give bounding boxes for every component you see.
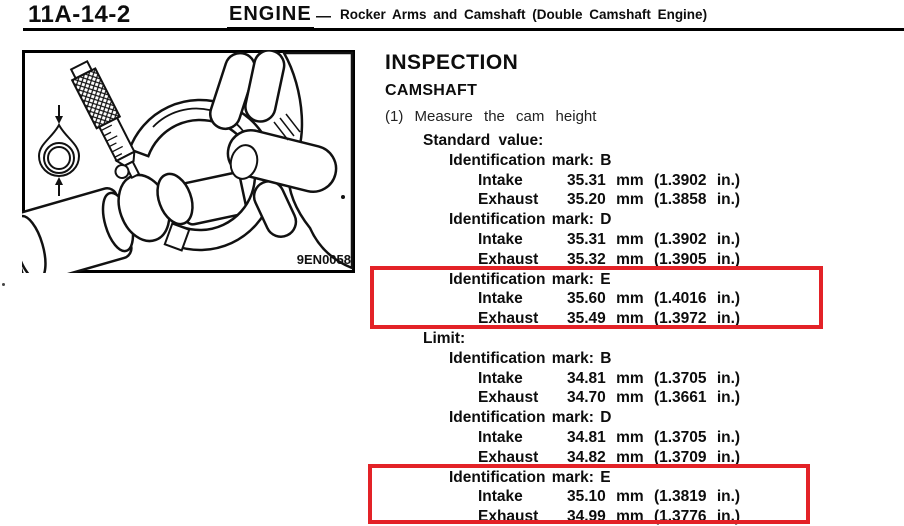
section-title: ENGINE: [227, 3, 314, 30]
row-name: Intake: [478, 488, 523, 506]
mark-label-limit-d: Identification mark: D: [449, 409, 612, 427]
spec-row: [385, 487, 904, 507]
spec-row: [385, 369, 904, 389]
row-value: 35.20 mm (1.3858 in.): [567, 191, 741, 209]
spec-row: [385, 388, 904, 408]
row-name: Exhaust: [478, 448, 539, 466]
spec-row: [385, 309, 904, 329]
row-value: 34.82 mm (1.3709 in.): [567, 448, 741, 466]
camshaft-subtitle: CAMSHAFT: [385, 82, 478, 99]
row-name: Exhaust: [478, 250, 539, 268]
inspection-title: INSPECTION: [385, 51, 519, 74]
row-name: Intake: [478, 230, 523, 248]
spec-row: [385, 171, 904, 191]
row-name: Intake: [478, 290, 523, 308]
row-name: Intake: [478, 369, 523, 387]
mark-label-standard-b: Identification mark: B: [449, 151, 612, 169]
figure-code: 9EN0058: [296, 252, 351, 267]
row-value: 34.81 mm (1.3705 in.): [567, 369, 741, 387]
header-separator: —: [316, 8, 331, 25]
spec-row: [385, 448, 904, 468]
row-name: Exhaust: [478, 191, 539, 209]
header-rule: [23, 28, 904, 31]
page-code: 11A-14-2: [28, 1, 131, 28]
spec-row: [385, 230, 904, 250]
spec-group-heading-limit: Limit:: [423, 329, 466, 347]
spec-row: [385, 250, 904, 270]
figure-speck: [341, 195, 345, 199]
spec-row: [385, 190, 904, 210]
row-value: 34.99 mm (1.3776 in.): [567, 508, 741, 526]
row-value: 35.10 mm (1.3819 in.): [567, 488, 741, 506]
mark-label-standard-e: Identification mark: E: [449, 270, 611, 288]
row-name: Intake: [478, 428, 523, 446]
row-name: Exhaust: [478, 389, 539, 407]
cam-measurement-illustration: [22, 50, 355, 273]
step-instruction: (1) Measure the cam height: [385, 108, 597, 125]
row-name: Exhaust: [478, 310, 539, 328]
spec-row: [385, 507, 904, 526]
row-value: 35.31 mm (1.3902 in.): [567, 171, 741, 189]
figure-cam-height-measurement: [22, 50, 355, 273]
row-value: 34.70 mm (1.3661 in.): [567, 389, 741, 407]
row-name: Exhaust: [478, 508, 539, 526]
row-value: 35.31 mm (1.3902 in.): [567, 230, 741, 248]
row-name: Intake: [478, 171, 523, 189]
mark-label-limit-e: Identification mark: E: [449, 468, 611, 486]
spec-list: [385, 131, 904, 526]
spec-row: [385, 428, 904, 448]
margin-speck: [2, 283, 5, 286]
spec-group-heading-standard: Standard value:: [423, 132, 544, 149]
mark-label-standard-d: Identification mark: D: [449, 211, 612, 229]
row-value: 35.60 mm (1.4016 in.): [567, 290, 741, 308]
row-value: 34.81 mm (1.3705 in.): [567, 428, 741, 446]
inspection-section: [385, 45, 904, 526]
spec-row: [385, 289, 904, 309]
row-value: 35.49 mm (1.3972 in.): [567, 310, 741, 328]
header-subtitle: Rocker Arms and Camshaft (Double Camshaft Engine): [340, 7, 708, 22]
mark-label-limit-b: Identification mark: B: [449, 349, 612, 367]
row-value: 35.32 mm (1.3905 in.): [567, 250, 741, 268]
